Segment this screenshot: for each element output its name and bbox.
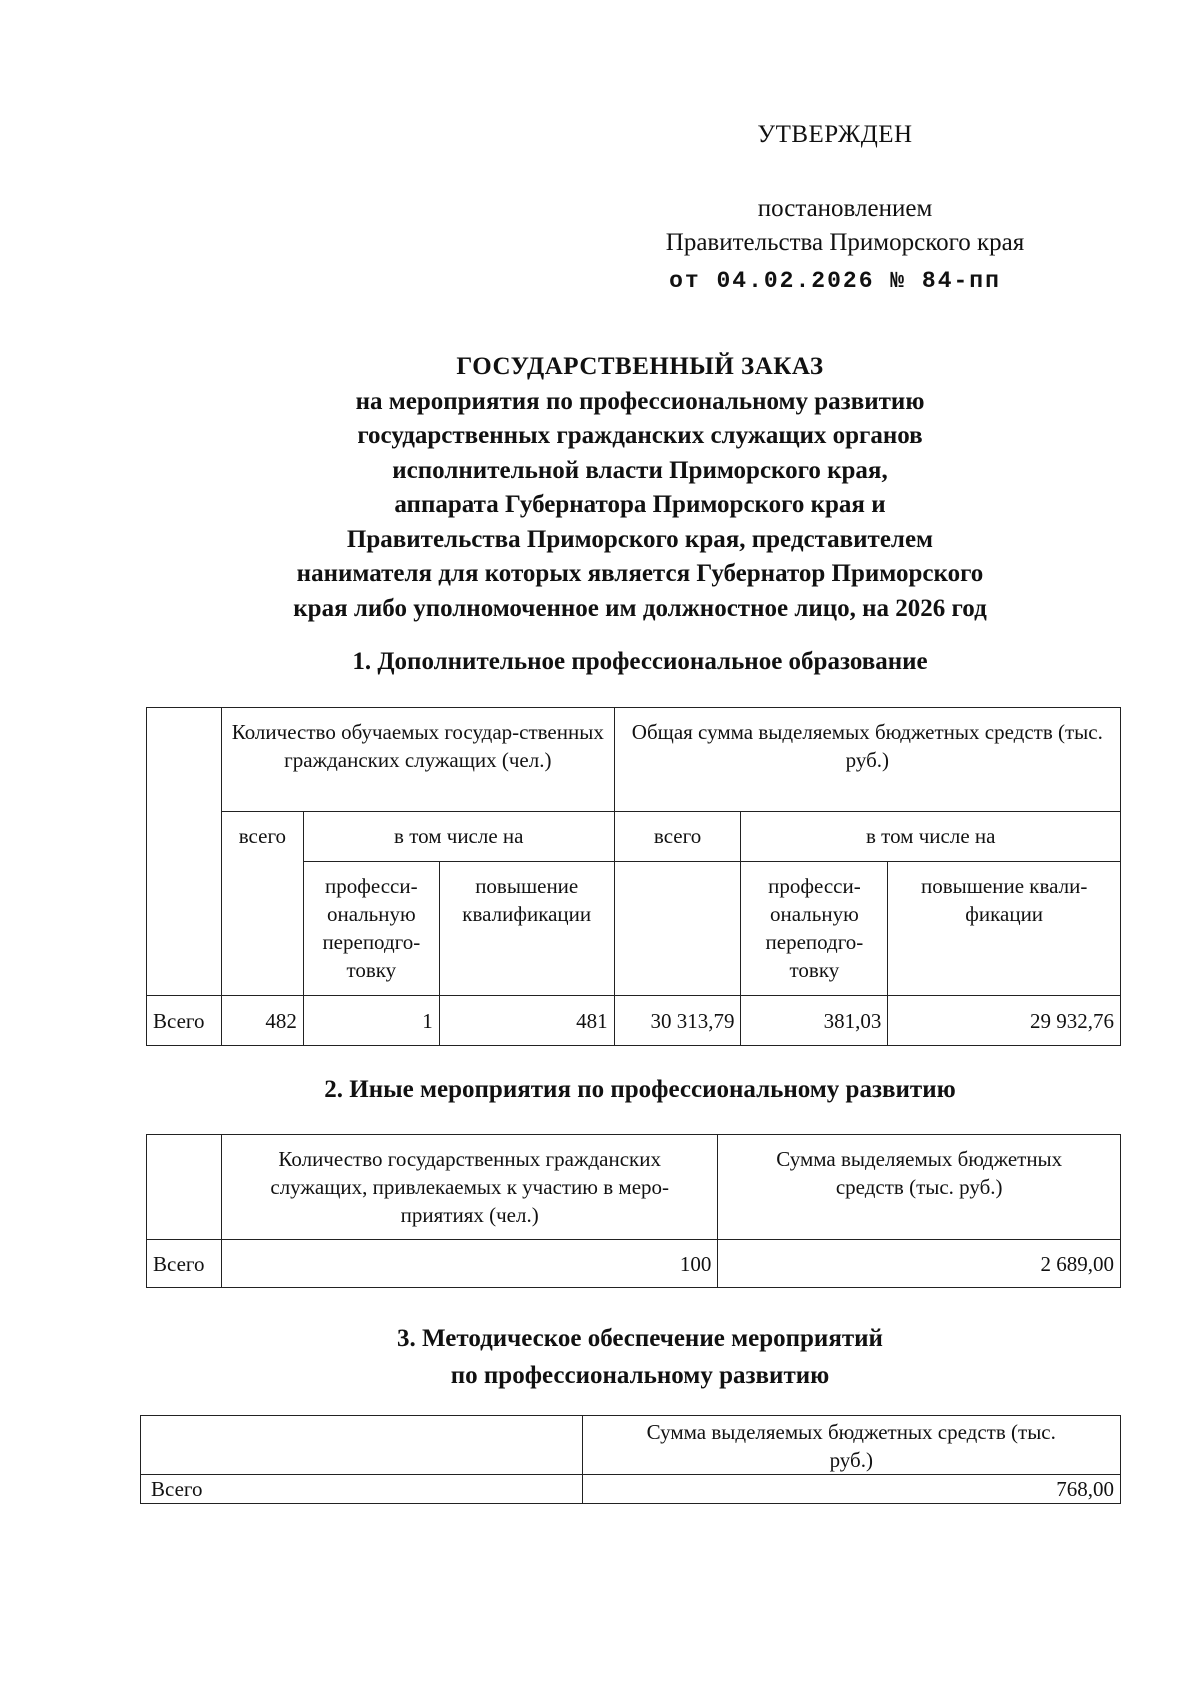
people-count-header: Количество государственных гражданских служащих, привлекаемых к участию в меро- приятиях (чел.) [221,1135,717,1240]
people-qualification-value: 481 [439,996,614,1046]
section-1-heading: 1. Дополнительное профессиональное образование [352,648,928,675]
budget-retraining-header: професси- ональную переподго- товку [741,862,888,996]
budget-header: Сумма выделяемых бюджетных средств (тыс. руб.) [718,1135,1121,1240]
budget-qualification-value: 29 932,76 [888,996,1121,1046]
people-qualification-header: повышение квалификации [439,862,614,996]
title-line: аппарата Губернатора Приморского края и [394,491,886,518]
people-retraining-value: 1 [303,996,439,1046]
budget-including-header: в том числе на [741,812,1121,862]
title-line: нанимателя для которых является Губернатор Приморского [296,560,984,587]
row-label: Всего [141,1475,583,1504]
title-line: на мероприятия по профессиональному развитию [355,387,925,415]
resolution-line-2: Правительства Приморского края [665,229,1025,256]
section-3-heading [160,1320,1120,1394]
section-1-table [146,707,1121,1046]
people-total-header: всего [221,812,303,996]
row-label-header [141,1416,583,1475]
row-label-header [147,1135,222,1240]
budget-value: 768,00 [582,1475,1120,1504]
people-retraining-header: професси- ональную переподго- товку [303,862,439,996]
title-line: исполнительной власти Приморского края, [392,456,888,484]
approval-block [620,118,1070,298]
people-including-header: в том числе на [303,812,614,862]
document-title [160,350,1120,626]
budget-header: Сумма выделяемых бюджетных средств (тыс. руб.) [582,1416,1120,1475]
section-3-heading-line-1: 3. Методическое обеспечение мероприятий [397,1325,883,1352]
title-line: края либо уполномоченное им должностное лицо, на 2026 год [293,594,987,622]
row-label-header [147,708,222,996]
title-main: ГОСУДАРСТВЕННЫЙ ЗАКАЗ [456,353,824,380]
budget-total-empty [614,862,741,996]
row-label: Всего [147,996,222,1046]
approved-label: УТВЕРЖДЕН [757,121,913,148]
section-2-heading: 2. Иные мероприятия по профессиональному развитию [324,1076,956,1103]
budget-total-subheader: всего [614,812,741,862]
budget-total-value: 30 313,79 [614,996,741,1046]
resolution-number: от 04.02.2026 № 84-пп [669,268,1001,294]
section-3-table [140,1415,1121,1504]
people-total-value: 482 [221,996,303,1046]
people-count-header: Количество обучаемых государ-ственных гражданских служащих (чел.) [221,708,614,812]
resolution-line-1: постановлением [757,195,933,222]
title-line: Правительства Приморского края, представителем [346,525,934,553]
section-3-heading-line-2: по профессиональному развитию [450,1362,830,1389]
budget-retraining-value: 381,03 [741,996,888,1046]
budget-qualification-header: повышение квали- фикации [888,862,1121,996]
budget-total-header: Общая сумма выделяемых бюджетных средств (тыс. руб.) [614,708,1120,812]
people-value: 100 [221,1240,717,1288]
title-line: государственных гражданских служащих органов [357,422,923,449]
budget-value: 2 689,00 [718,1240,1121,1288]
row-label: Всего [147,1240,222,1288]
section-2-table [146,1134,1121,1288]
